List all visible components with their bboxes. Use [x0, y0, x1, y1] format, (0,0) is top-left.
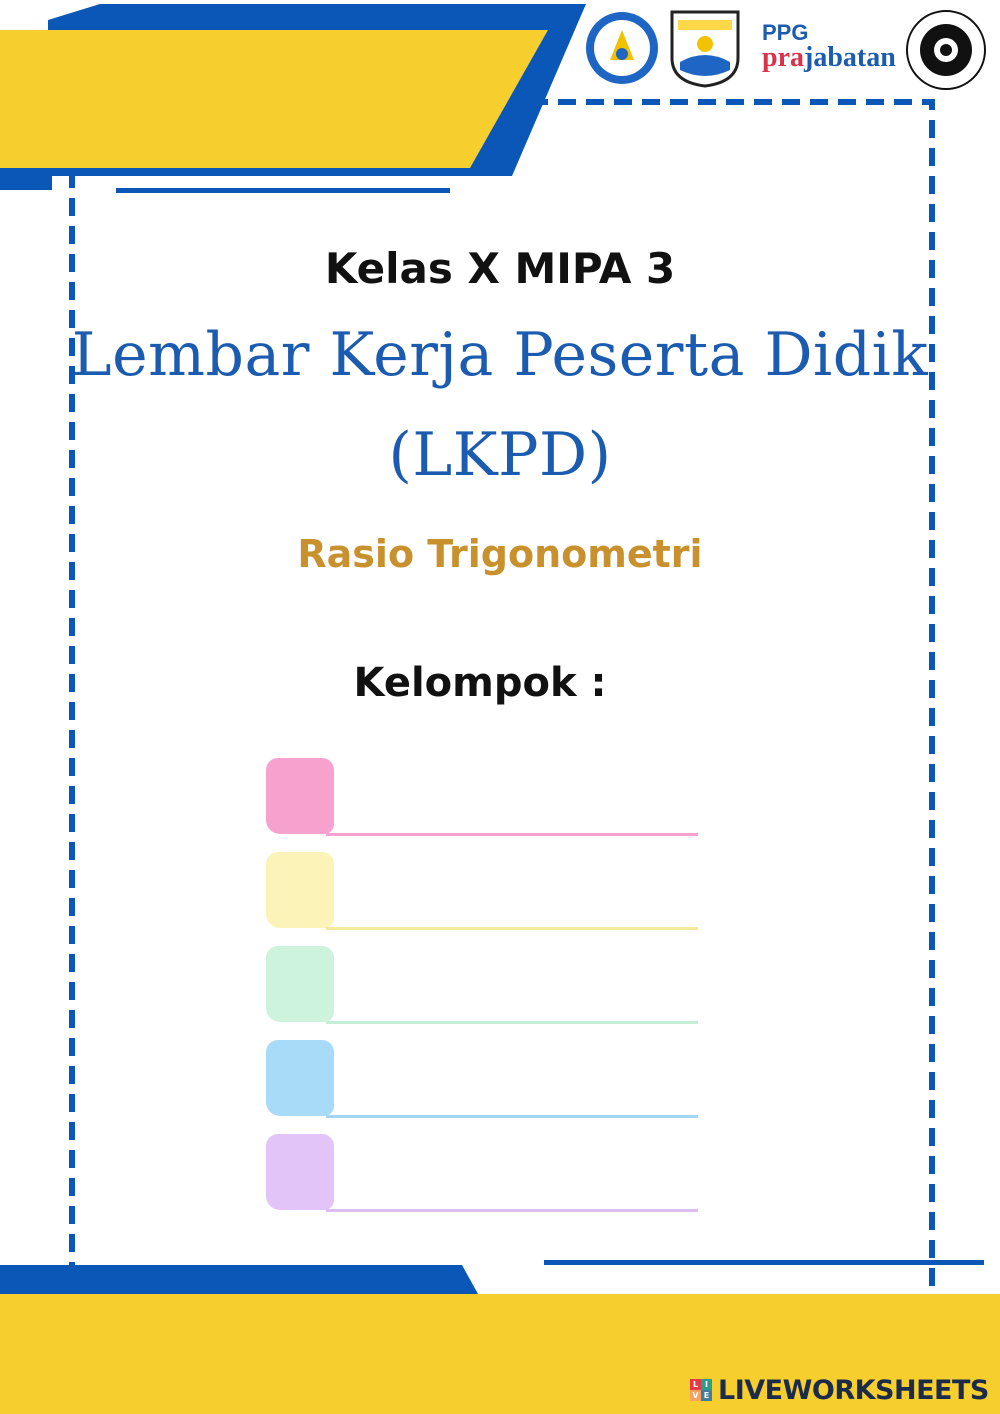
member-row [266, 852, 700, 932]
member-name-field[interactable] [346, 882, 690, 922]
page-title-abbreviation: (LKPD) [388, 420, 612, 490]
member-name-field[interactable] [346, 1164, 690, 1204]
ppg-logo-rest: jabatan [804, 42, 896, 73]
member-underline [326, 833, 698, 836]
ppg-logo-bottom [762, 42, 902, 74]
member-row [266, 946, 700, 1026]
ppg-logo-top: PPG [762, 20, 809, 45]
member-row [266, 1040, 700, 1120]
member-color-tag [266, 1134, 334, 1210]
page-title: Lembar Kerja Peserta Didik [71, 320, 929, 390]
member-color-tag [266, 852, 334, 928]
member-color-tag [266, 946, 334, 1022]
ppg-logo-accent: pra [762, 42, 804, 73]
group-label: Kelompok : [353, 660, 607, 706]
member-name-field[interactable] [346, 788, 690, 828]
topic-subtitle: Rasio Trigonometri [297, 532, 703, 576]
member-underline [326, 1209, 698, 1212]
bottom-blue-band [0, 1265, 478, 1294]
member-name-field[interactable] [346, 976, 690, 1016]
bottom-right-line [544, 1260, 984, 1265]
top-accent-line [116, 188, 450, 193]
liveworksheets-brand [690, 1372, 990, 1408]
member-color-tag [266, 1040, 334, 1116]
class-label: Kelas X MIPA 3 [324, 244, 676, 293]
unm-emblem-icon [904, 8, 988, 92]
member-underline [326, 1115, 698, 1118]
ppg-prajabatan-logo [762, 20, 902, 74]
member-underline [326, 927, 698, 930]
top-blue-strip [0, 168, 52, 190]
member-underline [326, 1021, 698, 1024]
member-name-field[interactable] [346, 1070, 690, 1110]
brand-text: LIVEWORKSHEETS [718, 1374, 989, 1406]
liveworksheets-logo-icon: L I V E [690, 1379, 712, 1401]
member-row [266, 758, 700, 838]
member-color-tag [266, 758, 334, 834]
school-emblem-icon [666, 8, 744, 88]
member-row [266, 1134, 700, 1214]
kemendikbud-emblem-icon [584, 10, 660, 86]
top-yellow-band [0, 30, 548, 168]
